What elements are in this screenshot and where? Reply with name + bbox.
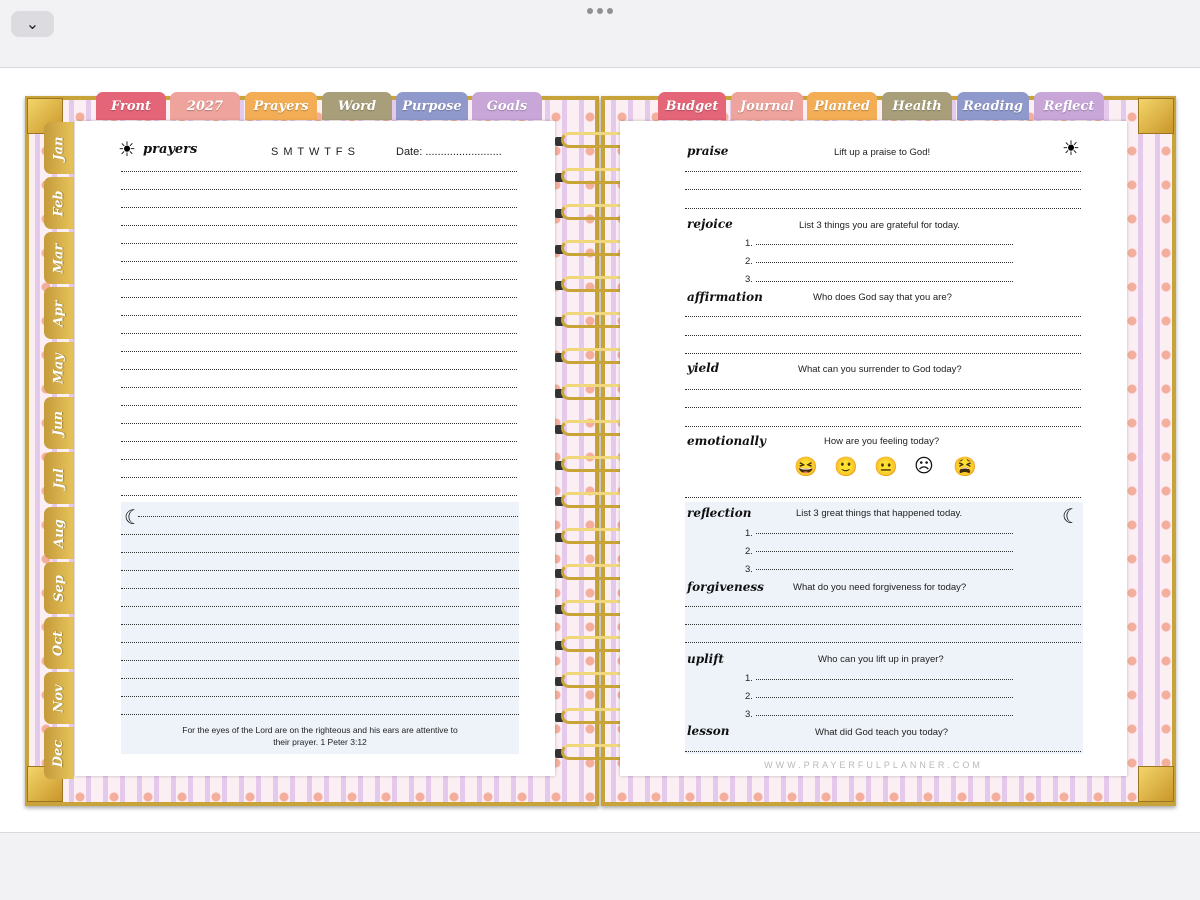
- side-tab-dec[interactable]: Dec: [44, 727, 74, 779]
- writing-line[interactable]: [685, 407, 1081, 408]
- sun-icon: ☀: [118, 139, 136, 161]
- heading-reflection: reflection: [687, 506, 752, 520]
- cover-corner: [1138, 98, 1174, 134]
- writing-line[interactable]: [756, 551, 1013, 552]
- verse: For the eyes of the Lord are on the righteous and his ears are attentive to their prayer. 1 Peter 3:12: [182, 725, 458, 747]
- writing-line[interactable]: [756, 262, 1013, 263]
- prompt-reflection: List 3 great things that happened today.: [796, 508, 963, 519]
- writing-line[interactable]: [121, 189, 517, 190]
- reflection-number: 2.: [745, 546, 753, 557]
- writing-line[interactable]: [685, 335, 1081, 336]
- side-tab-mar[interactable]: Mar: [44, 232, 74, 284]
- writing-line[interactable]: [756, 244, 1013, 245]
- rejoice-number: 1.: [745, 238, 753, 249]
- side-tab-aug[interactable]: Aug: [44, 507, 74, 559]
- tab-2027[interactable]: 2027: [170, 92, 240, 120]
- reflection-number: 1.: [745, 528, 753, 539]
- writing-line[interactable]: [138, 516, 518, 517]
- prompt-yield: What can you surrender to God today?: [798, 364, 962, 375]
- writing-line[interactable]: [121, 369, 517, 370]
- writing-line[interactable]: [685, 426, 1081, 427]
- heading-lesson: lesson: [687, 724, 730, 738]
- side-tab-jan[interactable]: Jan: [44, 122, 74, 174]
- writing-line[interactable]: [685, 171, 1081, 172]
- writing-line[interactable]: [121, 534, 519, 535]
- writing-line[interactable]: [121, 441, 517, 442]
- writing-line[interactable]: [685, 751, 1081, 752]
- tab-reading[interactable]: Reading: [957, 92, 1029, 120]
- writing-line[interactable]: [756, 697, 1013, 698]
- moon-icon: ☾: [1062, 506, 1080, 528]
- writing-line[interactable]: [121, 207, 517, 208]
- writing-line[interactable]: [121, 495, 517, 496]
- writing-line[interactable]: [121, 261, 517, 262]
- prompt-lesson: What did God teach you today?: [815, 727, 949, 738]
- collapse-button[interactable]: [11, 11, 54, 37]
- writing-line[interactable]: [121, 624, 519, 625]
- writing-line[interactable]: [756, 569, 1013, 570]
- cover-corner: [1138, 766, 1174, 802]
- mood-smile-icon[interactable]: 🙂: [834, 457, 858, 478]
- writing-line[interactable]: [121, 606, 519, 607]
- writing-line[interactable]: [756, 679, 1013, 680]
- writing-line[interactable]: [121, 678, 519, 679]
- prompt-affirmation: Who does God say that you are?: [813, 292, 952, 303]
- chevron-down-icon: ⌄: [25, 16, 40, 33]
- prompt-praise: Lift up a praise to God!: [834, 147, 931, 158]
- side-tab-may[interactable]: May: [44, 342, 74, 394]
- tab-prayers[interactable]: Prayers: [245, 92, 317, 120]
- heading-yield: yield: [687, 361, 720, 375]
- writing-line[interactable]: [121, 660, 519, 661]
- tab-purpose[interactable]: Purpose: [396, 92, 468, 120]
- tab-reflect[interactable]: Reflect: [1034, 92, 1104, 120]
- tab-word[interactable]: Word: [322, 92, 392, 120]
- writing-line[interactable]: [121, 171, 517, 172]
- tab-planted[interactable]: Planted: [807, 92, 877, 120]
- side-tab-jun[interactable]: Jun: [44, 397, 74, 449]
- tab-goals[interactable]: Goals: [472, 92, 542, 120]
- mood-tired-icon[interactable]: 😫: [953, 457, 977, 478]
- writing-line[interactable]: [685, 389, 1081, 390]
- more-dots-icon[interactable]: [587, 8, 613, 14]
- writing-line[interactable]: [121, 696, 519, 697]
- rejoice-number: 2.: [745, 256, 753, 267]
- writing-line[interactable]: [121, 570, 519, 571]
- reflection-number: 3.: [745, 564, 753, 575]
- rejoice-number: 3.: [745, 274, 753, 285]
- writing-line[interactable]: [121, 423, 517, 424]
- side-tab-nov[interactable]: Nov: [44, 672, 74, 724]
- evening-section: [121, 502, 519, 754]
- heading-uplift: uplift: [687, 652, 724, 666]
- side-tab-sep[interactable]: Sep: [44, 562, 74, 614]
- prompt-uplift: Who can you lift up in prayer?: [818, 654, 944, 665]
- writing-line[interactable]: [121, 243, 517, 244]
- mood-sad-icon[interactable]: ☹: [914, 456, 934, 477]
- prompt-emotionally: How are you feeling today?: [824, 436, 940, 447]
- tab-front[interactable]: Front: [96, 92, 166, 120]
- tab-health[interactable]: Health: [882, 92, 952, 120]
- writing-line[interactable]: [756, 715, 1013, 716]
- moon-icon: ☾: [124, 507, 142, 529]
- heading-rejoice: rejoice: [687, 217, 733, 231]
- writing-line[interactable]: [685, 189, 1081, 190]
- page-title: prayers: [143, 142, 198, 157]
- website-footer: WWW.PRAYERFULPLANNER.COM: [764, 760, 983, 770]
- writing-line[interactable]: [685, 208, 1081, 209]
- writing-line[interactable]: [685, 497, 1081, 498]
- writing-line[interactable]: [121, 225, 517, 226]
- app-bottom-bar: [0, 832, 1200, 900]
- tab-journal[interactable]: Journal: [731, 92, 803, 120]
- side-tab-apr[interactable]: Apr: [44, 287, 74, 339]
- heading-emotionally: emotionally: [687, 434, 767, 448]
- mood-laughing-icon[interactable]: 😆: [794, 457, 818, 478]
- uplift-number: 3.: [745, 709, 753, 720]
- heading-affirmation: affirmation: [687, 290, 763, 304]
- side-tab-oct[interactable]: Oct: [44, 617, 74, 669]
- writing-line[interactable]: [756, 281, 1013, 282]
- sun-icon: ☀: [1062, 138, 1080, 160]
- prompt-forgiveness: What do you need forgiveness for today?: [793, 582, 967, 593]
- writing-line[interactable]: [121, 405, 517, 406]
- side-tab-jul[interactable]: Jul: [44, 452, 74, 504]
- writing-line[interactable]: [121, 297, 517, 298]
- writing-line[interactable]: [121, 714, 519, 715]
- writing-line[interactable]: [121, 459, 517, 460]
- writing-line[interactable]: [685, 606, 1081, 607]
- mood-neutral-icon[interactable]: 😐: [874, 457, 898, 478]
- writing-line[interactable]: [685, 624, 1081, 625]
- weekday-letters: S M T W T F S: [271, 146, 356, 158]
- heading-forgiveness: forgiveness: [687, 580, 764, 594]
- date-field[interactable]: Date: .........................: [396, 146, 502, 158]
- uplift-number: 1.: [745, 673, 753, 684]
- writing-line[interactable]: [121, 387, 517, 388]
- side-tab-feb[interactable]: Feb: [44, 177, 74, 229]
- writing-line[interactable]: [121, 588, 519, 589]
- uplift-number: 2.: [745, 691, 753, 702]
- heading-praise: praise: [687, 144, 729, 158]
- writing-line[interactable]: [685, 353, 1081, 354]
- writing-line[interactable]: [685, 642, 1081, 643]
- writing-line[interactable]: [121, 552, 519, 553]
- prompt-rejoice: List 3 things you are grateful for today.: [799, 220, 960, 231]
- app-top-bar: [0, 0, 1200, 68]
- writing-line[interactable]: [685, 316, 1081, 317]
- writing-line[interactable]: [121, 315, 517, 316]
- writing-line[interactable]: [121, 279, 517, 280]
- writing-line[interactable]: [121, 351, 517, 352]
- writing-line[interactable]: [756, 533, 1013, 534]
- writing-line[interactable]: [121, 477, 517, 478]
- tab-budget[interactable]: Budget: [658, 92, 726, 120]
- writing-line[interactable]: [121, 642, 519, 643]
- writing-line[interactable]: [121, 333, 517, 334]
